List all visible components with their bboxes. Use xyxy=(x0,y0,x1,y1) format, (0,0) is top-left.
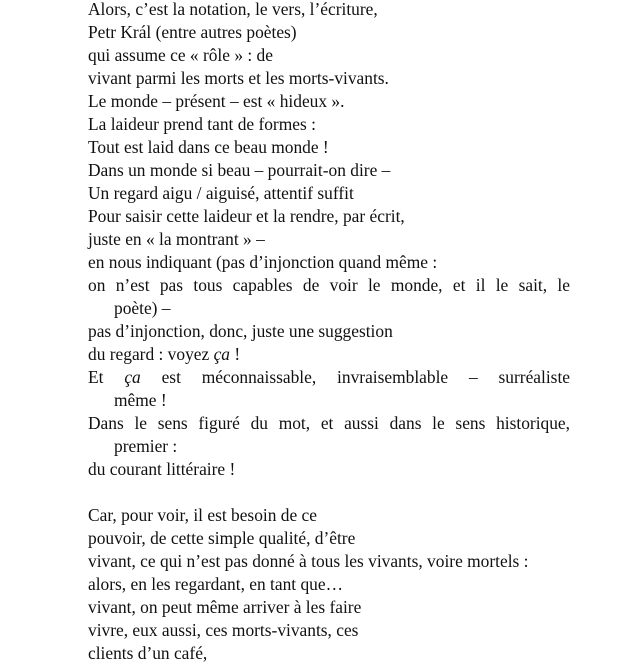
poem-line: Car, pour voir, il est besoin de ce xyxy=(88,505,317,525)
poem-line xyxy=(88,343,570,366)
poem-line: du courant littéraire ! xyxy=(88,459,236,479)
poem-line: vivant parmi les morts et les morts-vivants. xyxy=(88,68,389,88)
poem-line: La laideur prend tant de formes : xyxy=(88,114,316,134)
poem-line: Pour saisir cette laideur et la rendre, par écrit, xyxy=(88,206,405,226)
poem-text xyxy=(88,0,570,665)
poem-line: Alors, c’est la notation, le vers, l’écriture, xyxy=(88,0,378,19)
poem-line: clients d’un café, xyxy=(88,643,208,663)
poem-line: vivant, ce qui n’est pas donné à tous les vivants, voire mortels : xyxy=(88,551,529,571)
poem-line: Un regard aigu / aiguisé, attentif suffit xyxy=(88,183,354,203)
poem-line: pouvoir, de cette simple qualité, d’être xyxy=(88,528,356,548)
poem-line: vivant, on peut même arriver à les faire xyxy=(88,597,362,617)
poem-line: qui assume ce « rôle » : de xyxy=(88,45,273,65)
poem-emphasis: ça xyxy=(124,367,141,387)
poem-line: Dans le sens figuré du mot, et aussi dans le sens historique, xyxy=(88,413,570,433)
poem-text-fragment: est méconnaissable, invraisemblable – surréaliste xyxy=(140,367,570,387)
poem-line: juste en « la montrant » – xyxy=(88,229,265,249)
poem-line: Petr Král (entre autres poètes) xyxy=(88,22,297,42)
stanza-break xyxy=(88,481,570,504)
poem-line: Dans un monde si beau – pourrait-on dire – xyxy=(88,160,391,180)
poem-text-fragment: Et xyxy=(88,367,125,387)
poem-text-fragment: du regard : voyez xyxy=(88,344,214,364)
poem-text-fragment: ! xyxy=(229,344,241,364)
poem-line: Tout est laid dans ce beau monde ! xyxy=(88,137,329,157)
poem-line xyxy=(88,366,570,389)
poem-line-continuation: même ! xyxy=(114,390,167,410)
poem-line: Le monde – présent – est « hideux ». xyxy=(88,91,345,111)
poem-line-continuation: premier : xyxy=(114,436,178,456)
poem-line: alors, en les regardant, en tant que… xyxy=(88,574,343,594)
poem-line: on n’est pas tous capables de voir le monde, et il le sait, le xyxy=(88,275,570,295)
poem-line: pas d’injonction, donc, juste une suggestion xyxy=(88,321,393,341)
poem-line-continuation: poète) – xyxy=(114,298,171,318)
poem-emphasis: ça xyxy=(213,344,230,364)
poem-line: vivre, eux aussi, ces morts-vivants, ces xyxy=(88,620,359,640)
poem-line: en nous indiquant (pas d’injonction quand même : xyxy=(88,252,438,272)
